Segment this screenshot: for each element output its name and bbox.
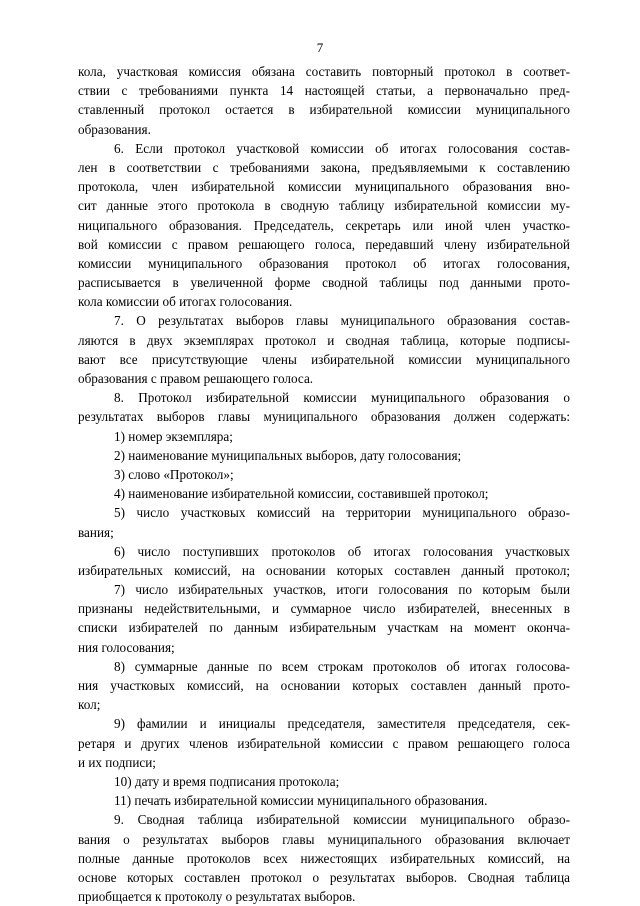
text-line: ставленный протокол остается в избирательной комиссии муниципального <box>78 102 570 118</box>
text-line: списки избирателей по данным избирательным участкам на момент оконча- <box>78 620 570 636</box>
text-line: 9. Сводная таблица избирательной комиссии муниципального образо- <box>114 812 570 828</box>
text-line: сит данные этого протокола в сводную таблицу избирательной комиссии му- <box>78 198 570 214</box>
text-line: 2) наименование муниципальных выборов, дату голосования; <box>114 447 462 463</box>
text-line: 9) фамилии и инициалы председателя, заместителя председателя, сек- <box>114 716 570 732</box>
text-line: приобщается к протоколу о результатах выборов. <box>78 889 356 905</box>
text-line: 7) число избирательных участков, итоги голосования по которым были <box>114 582 570 598</box>
text-line: ретаря и других членов избирательной комиссии с правом решающего голоса <box>78 735 570 751</box>
text-line: 6. Если протокол участковой комиссии об итогах голосования состав- <box>114 140 570 156</box>
text-line: кол; <box>78 697 101 713</box>
text-line: лен в соответствии с требованиями закона, предъявляемыми к составлению <box>78 159 570 175</box>
text-line: 3) слово «Протокол»; <box>114 466 234 482</box>
text-line: образования. <box>78 121 151 137</box>
text-line: расписывается в увеличенной форме сводной таблицы под данными прото- <box>78 275 570 291</box>
text-line: ния участковых комиссий, на основании которых составлен данный прото- <box>78 678 570 693</box>
text-line: 11) печать избирательной комиссии муниципального образования. <box>114 793 488 809</box>
text-line: 1) номер экземпляра; <box>114 428 233 444</box>
page-number: 7 <box>316 40 324 55</box>
text-line: 7. О результатах выборов главы муниципального образования состав- <box>114 313 570 329</box>
text-line: результатах выборов главы муниципального образования должен содержать: <box>78 409 570 425</box>
text-line: вания о результатах выборов главы муниципального образования включает <box>78 831 570 847</box>
text-line: полные данные протоколов всех нижестоящих избирательных комиссий, на <box>78 850 570 866</box>
text-line: избирательных комиссий, на основании которых составлен данный протокол; <box>78 562 570 578</box>
text-line: комиссии муниципального образования протокол об итогах голосования, <box>78 255 570 271</box>
text-line: кола комиссии об итогах голосования. <box>78 294 293 310</box>
text-line: вают все присутствующие члены избирательной комиссии муниципального <box>78 351 570 367</box>
text-line: ния голосования; <box>78 639 175 655</box>
text-line: ниципального образования. Председатель, секретарь или иной член участко- <box>78 217 570 233</box>
text-line: 6) число поступивших протоколов об итогах голосования участковых <box>114 543 570 559</box>
text-line: ствии с требованиями пункта 14 настоящей статьи, а первоначально пред- <box>78 83 570 99</box>
text-line: образования с правом решающего голоса. <box>78 371 314 386</box>
text-line: 5) число участковых комиссий на территории муниципального образо- <box>114 505 570 521</box>
text-line: основе которых составлен протокол о результатах выборов. Сводная таблица <box>78 869 570 885</box>
text-line: 8. Протокол избирательной комиссии муниципального образования о <box>114 390 570 406</box>
text-line: и их подписи; <box>78 754 156 770</box>
text-line: протокола, член избирательной комиссии муниципального образования вно- <box>78 179 570 195</box>
text-line: признаны недействительными, и суммарное число избирателей, внесенных в <box>78 601 570 617</box>
text-line: 4) наименование избирательной комиссии, составившей протокол; <box>114 486 489 502</box>
text-line: вой комиссии с правом решающего голоса, передавший члену избирательной <box>78 236 570 252</box>
text-line: кола, участковая комиссия обязана составить повторный протокол в соответ- <box>78 64 570 79</box>
text-line: вания; <box>78 524 114 540</box>
body-text <box>78 62 570 906</box>
text-line: 10) дату и время подписания протокола; <box>114 773 340 789</box>
text-line: 8) суммарные данные по всем строкам протоколов об итогах голосова- <box>114 658 570 674</box>
text-line: ляются в двух экземплярах протокол и сводная таблица, которые подписы- <box>78 332 570 348</box>
